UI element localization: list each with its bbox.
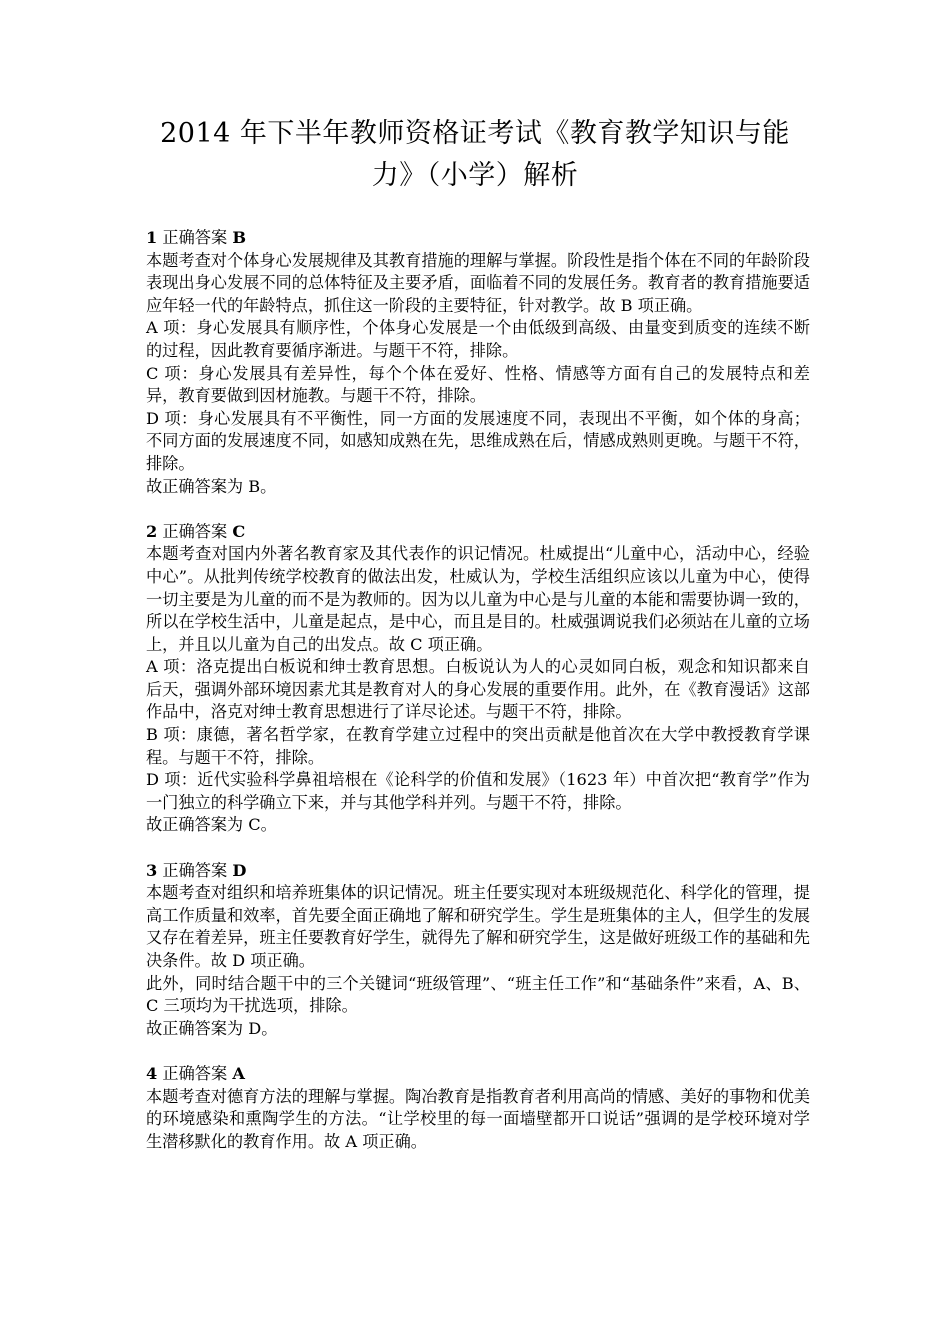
answer-letter: B (232, 228, 247, 247)
explanation-paragraph: 本题考查对德育方法的理解与掌握。陶冶教育是指教育者利用高尚的情感、美好的事物和优美的环境感染和熏陶学生的方法。“让学校里的每一面墙壁都开口说话”强调的是学校环境对学生潜移默化的教育作用。故 A 项正确。 (146, 1086, 810, 1151)
answer-heading (146, 227, 810, 250)
option-analysis: A 项：身心发展具有顺序性，个体身心发展是一个由低级到高级、由量变到质变的连续不断的过程，因此教育要循序渐进。与题干不符，排除。 (146, 318, 810, 360)
answer-letter: C (232, 521, 246, 541)
option-analysis: D 项：身心发展具有不平衡性，同一方面的发展速度不同，表现出不平衡，如个体的身高；不同方面的发展速度不同，如感知成熟在先，思维成熟在后，情感成熟则更晚。与题干不符，排除。 (146, 408, 810, 473)
question-number: 4 (146, 1063, 158, 1083)
explanation-paragraph: 本题考查对国内外著名教育家及其代表作的识记情况。杜威提出“儿童中心，活动中心，经验中心”。从批判传统学校教育的做法出发，杜威认为，学校生活组织应该以儿童为中心，使得一切主要是为儿童的而不是为教师的。因为以儿童为中心是与儿童的本能和需要协调一致的，所以在学校生活中，儿童是起点，是中心，而且是目的。杜威强调说我们必须站在儿童的立场上，并且以儿童为自己的出发点。故 C 项正确。 (146, 544, 810, 654)
explanation-paragraph: 本题考查对个体身心发展规律及其教育措施的理解与掌握。阶段性是指个体在不同的年龄阶段表现出身心发展不同的总体特征及主要矛盾，面临着不同的发展任务。教育者的教育措施要适应年轻一代的年龄特点，抓住这一阶段的主要特征，针对教学。故 B 项正确。 (146, 250, 810, 315)
answer-letter: D (232, 860, 247, 880)
conclusion-line: 故正确答案为 D。 (146, 1018, 278, 1038)
answer-letter: A (232, 1063, 245, 1083)
answer-heading (146, 1063, 810, 1086)
question-number: 2 (146, 521, 158, 541)
document-title (100, 113, 850, 197)
title-line-2: 力》（小学）解析 (371, 160, 579, 191)
question-section-1 (146, 227, 810, 498)
answer-label: 正确答案 (162, 860, 228, 880)
option-analysis: C 项：身心发展具有差异性，每个个体在爱好、性格、情感等方面有自己的发展特点和差异，教育要做到因材施教。与题干不符，排除。 (146, 363, 810, 406)
question-number: 3 (146, 860, 158, 880)
option-analysis: B 项：康德，著名哲学家，在教育学建立过程中的突出贡献是他首次在大学中教授教育学课程。与题干不符，排除。 (146, 725, 810, 767)
explanation-paragraph: 本题考查对组织和培养班集体的识记情况。班主任要实现对本班级规范化、科学化的管理，提高工作质量和效率，首先要全面正确地了解和研究学生。学生是班集体的主人，但学生的发展又存在着差异，班主任要教育好学生，就得先了解和研究学生，这是做好班级工作的基础和先决条件。故 D 项正确。 (146, 883, 810, 970)
conclusion-line: 故正确答案为 C。 (146, 815, 277, 835)
option-analysis: D 项：近代实验科学鼻祖培根在《论科学的价值和发展》（1623 年）中首次把“教育学”作为一门独立的科学确立下来，并与其他学科并列。与题干不符，排除。 (146, 770, 810, 812)
answer-label: 正确答案 (162, 228, 228, 247)
answer-label: 正确答案 (162, 521, 228, 541)
question-number: 1 (146, 228, 158, 247)
option-analysis: 此外，同时结合题干中的三个关键词“班级管理”、“班主任工作”和“基础条件”来看，A、B、C 三项均为干扰选项，排除。 (146, 973, 810, 1016)
answer-heading (146, 860, 810, 883)
answer-heading (146, 521, 810, 544)
title-line-1: 2014 年下半年教师资格证考试《教育教学知识与能 (160, 118, 790, 149)
option-analysis: A 项：洛克提出白板说和绅士教育思想。白板说认为人的心灵如同白板，观念和知识都来自后天，强调外部环境因素尤其是教育对人的身心发展的重要作用。此外，在《教育漫话》这部作品中，洛克对绅士教育思想进行了详尽论述。与题干不符，排除。 (146, 657, 810, 722)
conclusion-line: 故正确答案为 B。 (146, 476, 277, 496)
answer-label: 正确答案 (162, 1063, 228, 1083)
question-section-4 (146, 1063, 810, 1153)
question-section-2 (146, 521, 810, 837)
question-section-3 (146, 860, 810, 1041)
answer-content (146, 227, 810, 1176)
